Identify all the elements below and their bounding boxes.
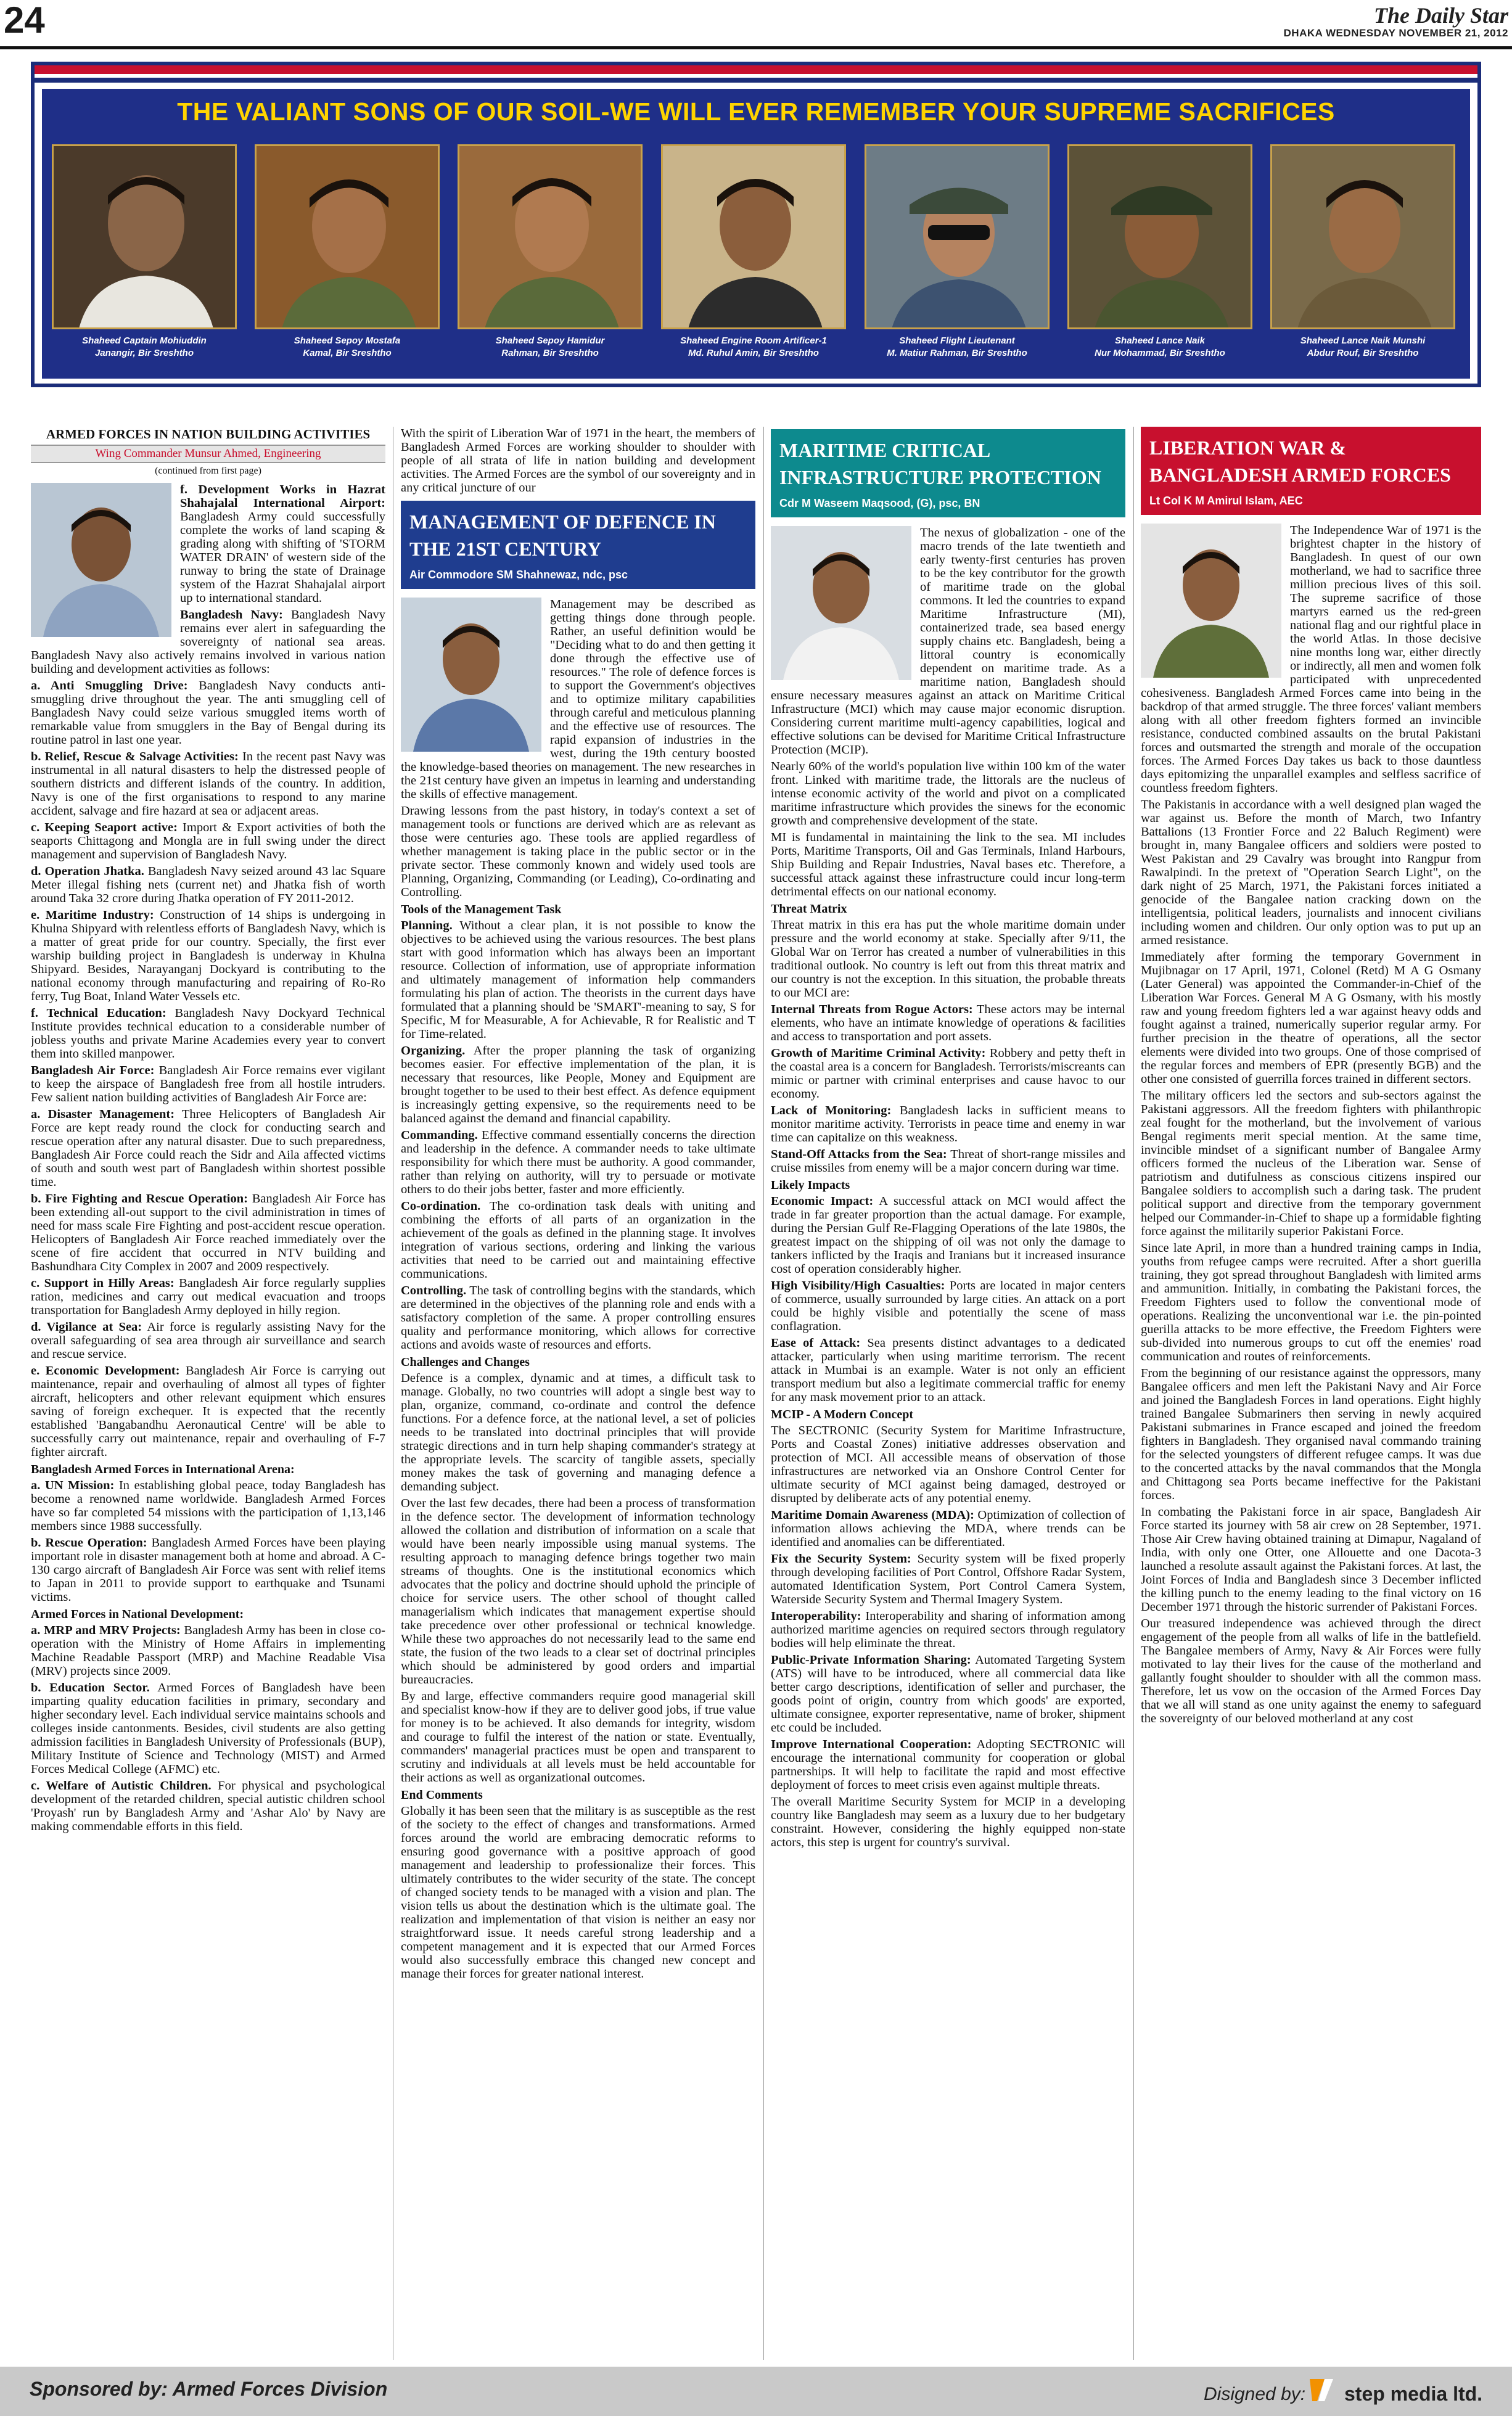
hero-name-line1: Shaheed Lance Naik Munshi <box>1300 335 1426 346</box>
subheading: End Comments <box>401 1788 483 1802</box>
paragraph: Management may be described as getting things done through people. Rather, an useful definition would be "Deciding what to do and then getting it done through the effective use of resources." The role of defence forces is to support the Government's objectives and to optimize military capabilities through careful and meticulous planning and the effective use of resources. The rapid expansion of industries in the west, during the 19th century boosted the knowledge-based theories on management. The new researches in the 21st century have given an impetus in learning and understanding the skills of effective management. <box>401 598 755 801</box>
portrait-photo <box>661 144 846 329</box>
paragraph: Over the last few decades, there had been a process of transformation in the defence sector. The development of information technology allowed the collation and distribution of information on a scale that would have been nearly impossible using manual systems. The resulting approach to managing defence brings together two main streams of thoughts. One is the institutional economics which advocates that the policy and doctrine should uphold the principle of choice for service users. The other school of thought called managerialism which indicates that management expertise should take precedence over other professional or technical knowledge. While these two approaches do not necessarily lead to the same end state, the fusion of the two leads to a clear set of doctrinal principles which should be administered by good orders and impartial bureaucracies. <box>401 1497 755 1687</box>
paragraph: Co-ordination. The co-ordination task deals with uniting and combining the efforts of all parts of an organization in the achievement of the goals as defined in the planning stage. It involves integration of various sections, ordering and linking the various activities that need to be carried out and maintaining effective communications. <box>401 1199 755 1281</box>
sponsor-text: Sponsored by: Armed Forces Division <box>30 2378 388 2400</box>
paragraph: The overall Maritime Security System for MCIP in a developing country like Bangladesh may seem as a luxury due to her budgetary constraint. However, considering the highly equipped non-state actors, this step is urgent for country's survival. <box>771 1795 1125 1849</box>
article-title: MANAGEMENT OF DEFENCE IN THE 21ST CENTURY <box>409 511 716 560</box>
paragraph: Drawing lessons from the past history, in today's context a set of management tools or functions are derived which are as relevant as those were centuries ago. These tools are applied regardless of whether management is taking place in the public sector or in the private sector. These commonly known and widely used tools are Planning, Organizing, Commanding (or Leading), Co-ordinating and Controlling. <box>401 804 755 899</box>
subheading: Likely Impacts <box>771 1178 850 1192</box>
article-title-box <box>771 429 1125 517</box>
paragraph: a. UN Mission: In establishing global peace, today Bangladesh has become a renowned name worldwide. Bangladesh Armed Forces have so far completed 54 missions with the participation of 1,13,146 members since 1988 successfully. <box>31 1479 385 1533</box>
paragraph: The Pakistanis in accordance with a well designed plan waged the war against us. Before the month of March, two Infantry Battalions (13 Frontier Force and 22 Baluch Regiment) were brought in, many Bangalee officers and soldiers were posted to West Pakistan and 29 Cavalry was brought into Rangpur from Rawalpindi. In the pretext of "Operation Search Light", on the dark night of 25 March, 1971, the Pakistani forces initiated a genocide of the Bangalee nation cracking down on the intelligentsia, political leaders, journalists and innocent civilians including women and children. Our only option was to put up an armed resistance. <box>1141 798 1481 947</box>
masthead: The Daily Star <box>1373 3 1508 28</box>
column-4 <box>1141 427 1481 2360</box>
articles-area <box>31 427 1481 2360</box>
paragraph: With the spirit of Liberation War of 1971 in the heart, the members of Bangladesh Armed Forces are working shoulder to shoulder with people of all strata of life in nation building and development activities. The Armed Forces are the symbol of our sovereignty and in any critical juncture of our <box>401 427 755 495</box>
paragraph: Improve International Cooperation: Adopting SECTRONIC will encourage the international community for cooperation or global partnerships. It will help to facilitate the rapid and most effective deployment of forces to meet crisis even against multiple threats. <box>771 1738 1125 1792</box>
portrait-photo <box>1067 144 1252 329</box>
hero-name-line1: Shaheed Flight Lieutenant <box>899 335 1015 346</box>
hero-portrait-card <box>659 144 848 372</box>
hero-name-line2: M. Matiur Rahman, Bir Sreshtho <box>887 348 1027 358</box>
hero-name-line2: Nur Mohammad, Bir Sreshtho <box>1095 348 1225 358</box>
hero-portrait-card <box>49 144 239 372</box>
hero-name-line1: Shaheed Lance Naik <box>1115 335 1205 346</box>
paragraph: b. Relief, Rescue & Salvage Activities: In the recent past Navy was instrumental in all natural disasters to help the distressed people of southern districts and different islands of the country. In addition, Navy is one of the first organisations to respond to any marine accident, salvage and fire hazard at sea or adjacent areas. <box>31 750 385 818</box>
article-title: LIBERATION WAR & BANGLADESH ARMED FORCES <box>1149 437 1451 486</box>
paragraph: a. Anti Smuggling Drive: Bangladesh Navy conducts anti-smuggling drive throughout the year. The anti smuggling cell of Bangladesh Navy could seize various smuggled items worth of remarkable value from smugglers in the Bay of Bengal during its routine patrol in last one year. <box>31 679 385 747</box>
paragraph: f. Development Works in Hazrat Shahajalal International Airport: Bangladesh Army could successfully complete the works of land scaping & grading along with shifting of 'STORM WATER DRAIN' of western side of the runway to bring the state of Drainage system of the Hazrat Shahajalal airport up to international standard. <box>180 483 385 605</box>
paragraph: By and large, effective commanders require good managerial skill and specialist know-how if they are to deliver good jobs, if true value for money is to be achieved. It also demands for integrity, wisdom and courage to fulfil the interest of the nation or state. Eventually, commanders' managerial practices must be open and transparent to scrutiny and individuals at all levels must be held accountable for their actions as well as organizational outcomes. <box>401 1690 755 1785</box>
paragraph: e. Economic Development: Bangladesh Air Force is carrying out maintenance, repair and overhauling of almost all types of fighter aircraft, helicopters and other relevant equipment which ensures saving of foreign exchequer. It is expected that the recently established 'Bangabandhu Aeronautical Centre' will be able to successfully carry out maintenance, repair and overhauling of F-7 fighter aircraft. <box>31 1364 385 1459</box>
hero-portrait-card <box>252 144 442 372</box>
designed-by-label: Disigned by: <box>1204 2384 1306 2404</box>
portrait-photo <box>1270 144 1455 329</box>
portrait-photo <box>458 144 643 329</box>
paragraph: Economic Impact: A successful attack on MCI would affect the trade in far greater proportion than the actual damage. For example, during the Persian Gulf Re-Flagging Operations of the late 1980s, the greatest impact on the shipping of oil was not only the damage to tankers inflicted by the Iraqis and Iranians but it increased insurance cost of operation considerably higher. <box>771 1194 1125 1276</box>
portrait-photo <box>52 144 237 329</box>
paragraph: Threat matrix in this era has put the whole maritime domain under pressure and the world economy at stake. Specially after 9/11, the Global War on Terror has created a number of vulnerabilities in this traditional outlook. No country is left out from this threat matrix and our country is not the exception. In this situation, the probable threats to our MCI are: <box>771 918 1125 1000</box>
paragraph: From the beginning of our resistance against the oppressors, many Bangalee officers and men left the Pakistani Navy and Air Force and joined the Bangladesh Forces in land operations. Eight highly trained Bangalee Submariners then serving in newly acquired Pakistani submarines in France escaped and joined the freedom fighters in Bangladesh. They organised naval commando training for the selected youngsters of different refugee camps. It was due to the concerted attacks by the naval commandos that the Mongla and Chittagong sea Ports became ineffective for the Pakistani forces. <box>1141 1366 1481 1502</box>
paragraph: c. Support in Hilly Areas: Bangladesh Air force regularly supplies ration, medicines and carry out medical evacuation and troops transportation for Bangladesh Army deployed in hilly region. <box>31 1276 385 1317</box>
paragraph: Lack of Monitoring: Bangladesh lacks in sufficient means to monitor maritime activity. Terrorists in peace time and enemy in war time can capitalize on this weakness. <box>771 1104 1125 1144</box>
designer-name: step media ltd. <box>1344 2383 1483 2405</box>
article-byline: Wing Commander Munsur Ahmed, Engineering <box>31 445 385 463</box>
portrait-photo <box>865 144 1050 329</box>
paragraph: Maritime Domain Awareness (MDA): Optimization of collection of information allows achieving the MDA, where trends can be identified and anomalies can be differentiated. <box>771 1508 1125 1549</box>
paragraph: d. Vigilance at Sea: Air force is regularly assisting Navy for the overall safeguarding of sea area through air surveillance and search and rescue service. <box>31 1320 385 1361</box>
paragraph: The Independence War of 1971 is the brightest chapter in the history of Bangladesh. In quest of our own motherland, we had to sacrifice three million precious lives of this soil. The supreme sacrifice of those martyrs earned us the red-green national flag and our rightful place in the world Atlas. In those decisive nine months long war, either directly or indirectly, all men and women folk participated with unprecedented cohesiveness. Bangladesh Armed Forces came into being in the backdrop of that armed struggle. The three forces' valiant members along with all other freedom fighters formed an invincible resistance, conducted combined assaults on the brutal Pakistani forces and outsmarted the strength and morale of the occupation forces. The Armed Forces Day takes us back to those dauntless days epitomizing the unparallel examples and selfless sacrifice of countless freedom fighters. <box>1141 524 1481 795</box>
hero-name-line1: Shaheed Engine Room Artificer-1 <box>680 335 827 346</box>
column-2 <box>401 427 755 2360</box>
article-title: ARMED FORCES IN NATION BUILDING ACTIVITIES <box>46 427 371 442</box>
author-photo <box>771 526 911 680</box>
paragraph: Controlling. The task of controlling begins with the standards, which are determined in the objectives of the planning role and ends with a satisfactory completion of the same. A proper controlling ensures quality and performance monitoring, which allows for corrective actions and avoids waste of resources and efforts. <box>401 1284 755 1352</box>
paragraph: Internal Threats from Rogue Actors: These actors may be internal elements, who have an intimate knowledge of operations & facilities and access to transportation and port assets. <box>771 1003 1125 1043</box>
subheading: Threat Matrix <box>771 902 847 916</box>
column-3 <box>771 427 1125 2360</box>
hero-portrait-card <box>1268 144 1458 372</box>
dateline: DHAKA WEDNESDAY NOVEMBER 21, 2012 <box>1283 27 1508 39</box>
portrait-photo <box>255 144 440 329</box>
paragraph: Interoperability: Interoperability and sharing of information among authorized maritime agencies on required sectors through regulatory bodies will help eliminate the threat. <box>771 1609 1125 1650</box>
column-1 <box>31 427 385 2360</box>
paragraph: Commanding. Effective command essentially concerns the direction and leadership in the defence. A commander needs to take ultimate responsibility for which there must be authority. A good commander, rather than relying on authority, will try to persuade or motivate others to do their jobs better, faster and more efficiently. <box>401 1128 755 1196</box>
paragraph: Organizing. After the proper planning the task of organizing becomes easier. For effective implementation of the plan, it is necessary that resources, like People, Money and Equipment are brought together to be used to their best effect. As defence equipment is increasingly getting expensive, so the requirements need to be balanced against the demand and financial capability. <box>401 1044 755 1125</box>
subheading: Challenges and Changes <box>401 1355 530 1369</box>
page-number: 24 <box>4 0 45 41</box>
hero-portrait-card <box>455 144 645 372</box>
paragraph: b. Education Sector. Armed Forces of Bangladesh have been imparting quality education facilities in primary, secondary and higher secondary level. Each individual service maintains schools and colleges inside cantonments. Besides, civil students are also getting admission facilities in Bangladesh University of Professionals (BUP), Military Institute of Science and Technology (MIST) and Armed Forces Medical College (AFMC) etc. <box>31 1681 385 1776</box>
paragraph: Defence is a complex, dynamic and at times, a difficult task to manage. Globally, no two countries will adopt a single best way to plan, organize, command, co-ordinate and control the defence functions. For a defence force, at the national level, a set of policies needs to be translated into doctrinal principles that will provide strategic directions and in turn help shaping commander's strategy at the appropriate levels. The scarcity of tangible assets, specially money makes the task of governing and managing defence a demanding subject. <box>401 1371 755 1494</box>
paragraph: c. Welfare of Autistic Children. For physical and psychological development of the retarded children, special autistic children school 'Proyash' run by Bangladesh Army and 'Ashar Alo' by Navy are making commendable efforts in this field. <box>31 1779 385 1833</box>
hero-name-line1: Shaheed Sepoy Mostafa <box>294 335 401 346</box>
paragraph: Bangladesh Air Force: Bangladesh Air Force remains ever vigilant to keep the airspace of Bangladesh free from all hostile intruders. Few salient nation building activities of Bangladesh Air Force are: <box>31 1064 385 1104</box>
paragraph: High Visibility/High Casualties: Ports are located in major centers of commerce, usually surrounded by large cities. An attack on a port could be highly visible and potentially the scene of mass conflagration. <box>771 1279 1125 1333</box>
article-byline: Cdr M Waseem Maqsood, (G), psc, BN <box>779 497 980 509</box>
article-byline: Air Commodore SM Shahnewaz, ndc, psc <box>409 569 628 581</box>
step-media-logo-icon <box>1306 2375 1336 2405</box>
hero-name-line2: Janangir, Bir Sreshtho <box>94 348 194 358</box>
martyrs-banner <box>31 62 1481 387</box>
paragraph: d. Operation Jhatka. Bangladesh Navy seized around 43 lac Square Meter illegal fishing nets (current net) and Jhatka fish of worth around Taka 32 crore during Jhatka operation of FY 2011-2012. <box>31 865 385 905</box>
banner-title: THE VALIANT SONS OF OUR SOIL-WE WILL EVER REMEMBER YOUR SUPREME SACRIFICES <box>177 97 1335 126</box>
article-title-box <box>401 501 755 589</box>
paragraph: Our treasured independence was achieved through the direct engagement of the people from all walks of life in the battlefield. The Bangalee members of Army, Navy & Air Forces were fully motivated to lay their lives for the cause of the motherland and gallantly fought shoulder to shoulder with all the common mass. Therefore, let us vow on the occasion of the Armed Forces Day that we all will stand as one unity against the enemy to safeguard the sovereignty of our beloved motherland at any cost <box>1141 1617 1481 1725</box>
paragraph: c. Keeping Seaport active: Import & Export activities of both the seaports Chittagong and Mongla are in full swing under the direct management and supervision of Bangladesh Navy. <box>31 821 385 861</box>
paragraph: Planning. Without a clear plan, it is not possible to know the objectives to be achieved using the various resources. The best plans start with good information which has always been an important resource. Collection of information, use of appropriate information and ultimately management of information help commanders formulating his plan of action. The theorists in the current days have formulated that a planning should be 'SMART'-meaning to say, S for Specific, M for Measurable, A for Achievable, R for Realistic and T for Time-related. <box>401 919 755 1041</box>
subheading: Armed Forces in National Development: <box>31 1608 244 1621</box>
paragraph: MI is fundamental in maintaining the link to the sea. MI includes Ports, Maritime Transports, Oil and Gas Terminals, Inland Harbours, Ship Building and Repair Industries, Naval bases etc. Therefore, a successful attack against these infrastructure could incur long-term detrimental effects on our national economy. <box>771 831 1125 898</box>
subheading: MCIP - A Modern Concept <box>771 1408 914 1421</box>
article-title-box <box>1141 427 1481 515</box>
author-photo <box>31 483 171 637</box>
paragraph: b. Rescue Operation: Bangladesh Armed Forces have been playing important role in disaster management both at home and abroad. A C-130 cargo aircraft of Bangladesh Air Force was sent with relief items to Japan in 2011 to provide support to earthquake and Tsunami victims. <box>31 1536 385 1604</box>
paragraph: The SECTRONIC (Security System for Maritime Infrastructure, Ports and Coastal Zones) initiative addresses observation and protection of MCI. All accessible means of observation of those infrastructures are networked via an Onshore Control Center for ultimate security of MCI against being damaged, destroyed or disrupted by deliberate acts of any potential enemy. <box>771 1424 1125 1505</box>
paragraph: Nearly 60% of the world's population live within 100 km of the water front. Linked with maritime trade, the littorals are the nucleus of intense economic activity of the world and pivot on a complicated maritime infrastructure which provides the sinews for the economic growth and comprehensive development of the state. <box>771 760 1125 828</box>
paragraph: a. Disaster Management: Three Helicopters of Bangladesh Air Force are kept ready round the clock for conducting search and rescue operation after any natural disaster. Due to such preparedness, Bangladesh Air Force could reach the Sidr and Aila affected victims of south and south west part of Bangladesh within shortest possible time. <box>31 1107 385 1189</box>
author-photo <box>1141 524 1281 678</box>
paragraph: e. Maritime Industry: Construction of 14 ships is undergoing in Khulna Shipyard with relentless efforts of Bangladesh Navy, which is a matter of great pride for our country. Specially, the first ever warship building project in Bangladesh is underway in Khulna Shipyard. Besides, Narayanganj Dockyard is contributing to the national economy through manufacturing and repairing of Ro-Ro ferry, Tug Boat, Inland Water Vessels etc. <box>31 908 385 1003</box>
continuation-note: (continued from first page) <box>155 466 261 476</box>
hero-name-line2: Kamal, Bir Sreshtho <box>303 348 392 358</box>
paragraph: Fix the Security System: Security system will be fixed properly through developing facilities of Port Control, Offshore Radar System, automated Identification System, Port Control Camera System, Waterside Security System and Thermal Imagery System. <box>771 1552 1125 1606</box>
article-title: MARITIME CRITICAL INFRASTRUCTURE PROTECTION <box>779 439 1101 488</box>
hero-name-line2: Md. Ruhul Amin, Bir Sreshtho <box>688 348 819 358</box>
hero-name-line2: Rahman, Bir Sreshtho <box>501 348 599 358</box>
article-byline: Lt Col K M Amirul Islam, AEC <box>1149 495 1303 507</box>
paragraph: Globally it has been seen that the military is as susceptible as the rest of the society to the effect of changes and transformations. Armed forces around the world are embracing democratic reforms to ensuring good governance with a positive approach of good management and leadership to professionalize their forces. This ultimately contributes to the wider security of the state. The concept of changed society tends to be managed with a vision and plan. The vision tells us about the destination which is the ultimate goal. The realization and implementation of that vision is neither an easy nor straightforward issue. It needs careful strong leadership and a competent management and it is expected that our Armed Forces would also successfully embrace this changed new concept and manage their forces for greater national interest. <box>401 1804 755 1981</box>
page-footer <box>0 2367 1512 2416</box>
hero-portrait-card <box>862 144 1052 372</box>
subheading: Tools of the Management Task <box>401 903 562 916</box>
paragraph: Growth of Maritime Criminal Activity: Robbery and petty theft in the coastal area is a concern for Bangladesh. Terrorists/miscreants can mimic or partner with criminal enterprises and cause havoc to our economy. <box>771 1046 1125 1101</box>
paragraph: f. Technical Education: Bangladesh Navy Dockyard Technical Institute provides technical education to a considerable number of jobless youths and private Marine Academies every year to convert them into skilled manpower. <box>31 1006 385 1061</box>
paragraph: In combating the Pakistani force in air space, Bangladesh Air Force started its journey with 58 air crew on 28 September, 1971. Those Air Crew having obtained training at Dimapur, Nagaland of India, with only one Otter, one Allouette and one Dacota-3 launched a resolute assault against the Pakistani forces. At last, the Joint Forces of India and Bangladesh since 3 December inflicted the killing punch to the enemy leading to the final victory on 16 December 1971 through the historic surrender of Pakistani Forces. <box>1141 1505 1481 1614</box>
hero-name-line2: Abdur Rouf, Bir Sreshtho <box>1307 348 1419 358</box>
paragraph: The military officers led the sectors and sub-sectors against the Pakistani aggressors. All the freedom fighters with philanthropic zeal fought for the motherland, but the involvement of various Bengal regiments merit special mention. At the same time, invincible mindset of a significant number of Bangalee Army officers formed the nucleus of the Liberation war. Sense of patriotism and dutifulness as conscious citizens inspired our Bangalee soldiers to accomplish such a daring task. The prudent political support and directive from the temporary government helped our Commander-in-Chief to shape up a formidable fighting force against the militarily superior Pakistani Force. <box>1141 1089 1481 1238</box>
paragraph: Bangladesh Navy: Bangladesh Navy remains ever alert in safeguarding the sovereignty of national sea areas. Bangladesh Navy also actively remains involved in various nation building and development activities as follows: <box>31 608 385 676</box>
paragraph: Public-Private Information Sharing: Automated Targeting System (ATS) will have to be introduced, where all commercial data like better cargo descriptions, identification of seller and purchaser, the goods point of origin, country from which goods' are exported, ultimate consignee, exporter representative, name of broker, shipment etc could be included. <box>771 1653 1125 1735</box>
hero-name-line1: Shaheed Captain Mohiuddin <box>82 335 207 346</box>
subheading: Bangladesh Armed Forces in International Arena: <box>31 1463 295 1476</box>
paragraph: Ease of Attack: Sea presents distinct advantages to a dedicated attacker, particularly when using maritime terrorism. The recent attack in Mumbai is an example. Water is not only an efficient transport medium but also a legitimate commercial traffic for enemy for any mask movement prior to an attack. <box>771 1336 1125 1404</box>
paragraph: b. Fire Fighting and Rescue Operation: Bangladesh Air Force has been extending all-out support to the civil administration in times of need for mass scale Fire Fighting and post-accident rescue operation. Helicopters of Bangladesh Air Force reached immediately over the scene of fire accident that occurred in NTV building and Bashundhara City Complex in 2007 and 2009 respectively. <box>31 1192 385 1273</box>
author-photo <box>401 598 541 752</box>
hero-name-line1: Shaheed Sepoy Hamidur <box>495 335 605 346</box>
page-header <box>0 0 1512 49</box>
paragraph: Immediately after forming the temporary Government in Mujibnagar on 17 April, 1971, Colonel (Retd) M A G Osmany (Later General) was appointed the Commander-in-Chief of the Liberation War Forces. General M A G Osmany, with his mostly raw and young freedom fighters led a war against heavy odds and fought against a trained, numerically superior regular army. For further precision in the theatre of operations, all the sector elements were divided into two groups. One of those comprised of the regular forces and members of EPR (presently BGB) and the other one consisted of guerrilla forces trained in different sectors. <box>1141 950 1481 1086</box>
paragraph: a. MRP and MRV Projects: Bangladesh Army has been in close co-operation with the Ministry of Home Affairs in implementing Machine Readable Passport (MRP) and Machine Readable Visa (MRV) projects since 2009. <box>31 1624 385 1678</box>
hero-portrait-card <box>1065 144 1255 372</box>
paragraph: Stand-Off Attacks from the Sea: Threat of short-range missiles and cruise missiles from enemy will be a major concern during war time. <box>771 1148 1125 1175</box>
paragraph: Since late April, in more than a hundred training camps in India, youths from refugee camps were recruited. After a short guerilla training, they got spread throughout Bangladesh with limited arms and ammunition. Initially, in combating the Pakistani forces, the Freedom Fighters used to follow the conventional mode of operations. Realizing the unconventional war i.e. the pin-pointed guerilla attacks to be more effective, the Freedom Fighters were sub-divided into numerous groups to cut off the enemies' road communication and routes of reinforcements. <box>1141 1241 1481 1363</box>
paragraph: The nexus of globalization - one of the macro trends of the late twentieth and early twenty-first centuries has proven to be the key contributor for the growth of maritime trade on the global commons. It led the countries to expand Maritime Infrastructure (MI), containerized trade, sea based energy supply chains etc. Bangladesh, being a littoral country is economically dependent on maritime trade. As a maritime nation, Bangladesh should ensure necessary measures against an attack on Maritime Critical Infrastructure (MCI) which may cause major economic disruption. Considering current maritime multi-agency capabilities, logical and effective solutions can be devised for Maritime Critical Infrastructure Protection (MCIP). <box>771 526 1125 757</box>
